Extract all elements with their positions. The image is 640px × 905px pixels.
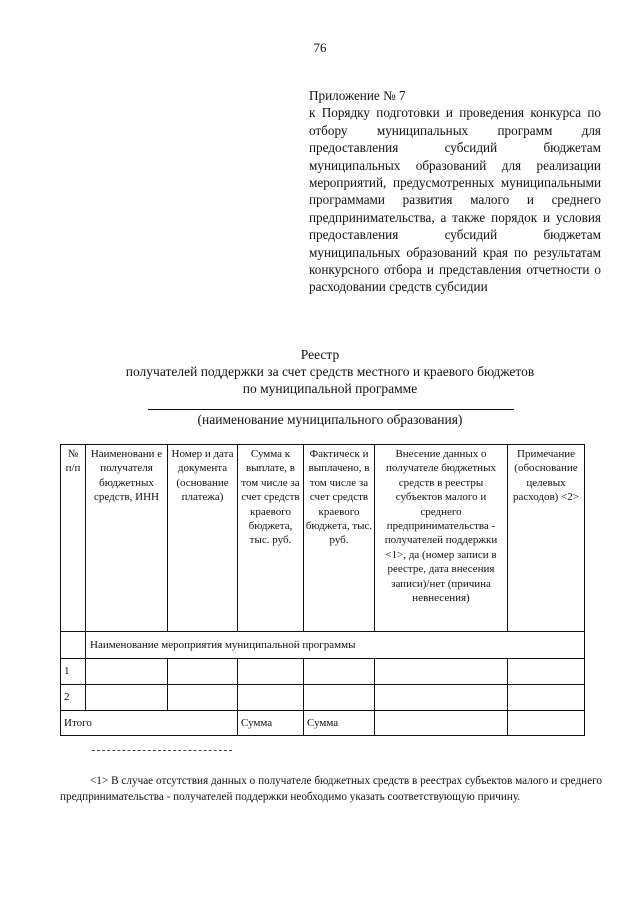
header-document: Номер и дата документа (основание платежа) bbox=[168, 445, 238, 632]
header-number: № п/п bbox=[61, 445, 86, 632]
table-cell bbox=[508, 659, 585, 685]
registry-subtitle: получателей поддержки за счет средств местного и краевого бюджетов по муниципальной программе bbox=[125, 364, 535, 396]
footnote-separator bbox=[92, 750, 232, 751]
appendix-body: к Порядку подготовки и проведения конкурса по отбору муниципальных программ для предоставления субсидий бюджетам муниципальных образований для реализации мероприятий, предусмотренных муниципальными программами развития малого и среднего предпринимательства, а также порядок и условия предоставления субсидий бюджетам муниципальных образований края по результатам конкурсного отбора и представления отчетности о расходовании средств субсидии bbox=[309, 105, 601, 295]
header-amount-due: Сумма к выплате, в том числе за счет средств краевого бюджета, тыс. руб. bbox=[238, 445, 304, 632]
header-note: Примечание (обоснование целевых расходов) <2> bbox=[508, 445, 585, 632]
total-label: Итого bbox=[61, 711, 238, 736]
appendix-block bbox=[309, 87, 601, 296]
table-cell bbox=[168, 685, 238, 711]
municipality-name-line bbox=[148, 409, 514, 410]
table-cell bbox=[168, 659, 238, 685]
header-amount-paid: Фактическ и выплачено, в том числе за счет средств краевого бюджета, тыс. руб. bbox=[304, 445, 375, 632]
section-empty-cell bbox=[61, 632, 86, 659]
appendix-title: Приложение № 7 bbox=[309, 88, 406, 103]
footnote bbox=[60, 773, 602, 805]
header-recipient: Наименовани е получателя бюджетных средств, ИНН bbox=[86, 445, 168, 632]
section-row bbox=[61, 632, 585, 659]
row-number: 2 bbox=[61, 685, 86, 711]
page-number: 76 bbox=[313, 40, 327, 55]
table-cell bbox=[86, 685, 168, 711]
table-cell bbox=[304, 685, 375, 711]
table-row bbox=[61, 659, 585, 685]
table-row bbox=[61, 685, 585, 711]
municipality-name-caption: (наименование муниципального образования) bbox=[197, 412, 463, 427]
table-cell bbox=[508, 711, 585, 736]
table-cell bbox=[375, 711, 508, 736]
registry-table bbox=[60, 444, 585, 736]
registry-title: Реестр bbox=[300, 347, 340, 362]
table-header-row bbox=[61, 445, 585, 632]
table-cell bbox=[238, 685, 304, 711]
table-cell bbox=[508, 685, 585, 711]
table-cell bbox=[304, 659, 375, 685]
table-cell bbox=[238, 659, 304, 685]
table-cell bbox=[86, 659, 168, 685]
section-label: Наименование мероприятия муниципальной программы bbox=[86, 632, 585, 659]
total-sum-due: Сумма bbox=[238, 711, 304, 736]
table-cell bbox=[375, 659, 508, 685]
total-row bbox=[61, 711, 585, 736]
table-cell bbox=[375, 685, 508, 711]
footnote-text: <1> В случае отсутствия данных о получателе бюджетных средств в реестрах субъектов малого и среднего предпринимательства - получателей поддержки необходимо указать соответствующую причину. bbox=[60, 775, 602, 803]
row-number: 1 bbox=[61, 659, 86, 685]
total-sum-paid: Сумма bbox=[304, 711, 375, 736]
header-registry-entry: Внесение данных о получателе бюджетных средств в реестры субъектов малого и среднего предпринимательства - получателей поддержки <1>, да (номер записи в реестре, дата внесения записи)/нет (причина невнесения) bbox=[375, 445, 508, 632]
